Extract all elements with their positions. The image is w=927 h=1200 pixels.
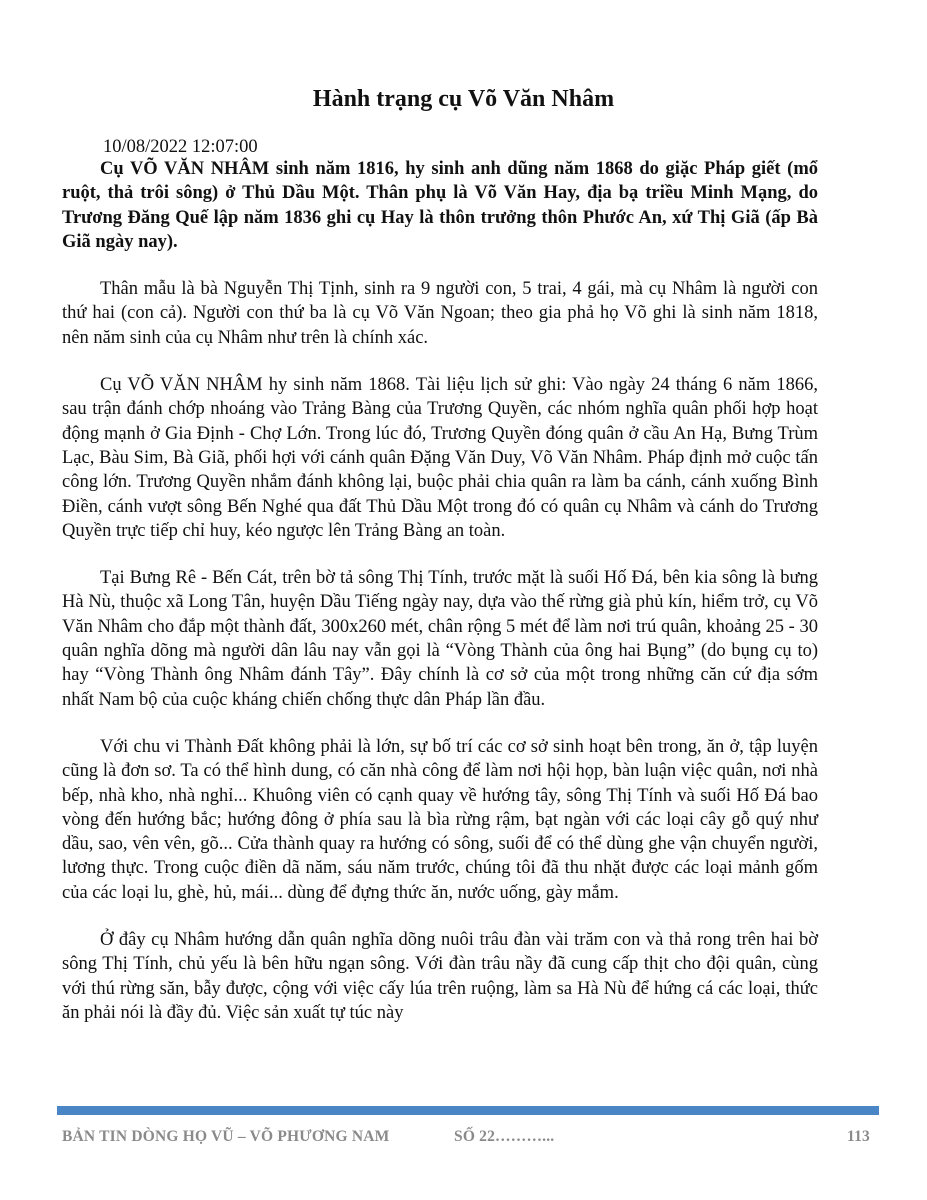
footer-divider — [57, 1106, 879, 1115]
issue-number: SỐ 22………... — [454, 1128, 555, 1145]
publication-name: BẢN TIN DÒNG HỌ VŨ – VÕ PHƯƠNG NAM — [62, 1128, 390, 1145]
paragraph: Với chu vi Thành Đất không phải là lớn, sự bố trí các cơ sở sinh hoạt bên trong, ăn ở, tập luyện cũng là đơn sơ. Ta có thể hình dung, có căn nhà công để làm nơi hội họp, bàn luận việc quân, nơi nhà bếp, nhà kho, nhà nghỉ... Khuông viên có cạnh quay về hướng tây, sông Thị Tính và suối Hố Đá bao vòng đến hướng bắc; hướng đông ở phía sau là bìa rừng rậm, bạt ngàn với các loại cây gỗ quý như dầu, sao, vên vên, gõ... Cửa thành quay ra hướng có sông, suối để có thể dùng ghe vận chuyển người, lương thực. Trong cuộc điền dã năm, sáu năm trước, chúng tôi đã thu nhặt được các loại mảnh gốm của các loại lu, ghè, hủ, mái... dùng để đựng thức ăn, nước uống, gày mắm. — [62, 736, 818, 903]
article-body — [62, 157, 818, 1048]
lead-paragraph: Cụ VÕ VĂN NHÂM sinh năm 1816, hy sinh anh dũng năm 1868 do giặc Pháp giết (mổ ruột, thả trôi sông) ở Thủ Dầu Một. Thân phụ là Võ Văn Hay, địa bạ triều Minh Mạng, do Trương Đăng Quế lập năm 1836 ghi cụ Hay là thôn trưởng thôn Phước An, xứ Thị Giã (ấp Bà Giã ngày nay). — [62, 159, 818, 252]
page-title: Hành trạng cụ Võ Văn Nhâm — [312, 86, 615, 112]
paragraph: Tại Bưng Rê - Bến Cát, trên bờ tả sông Thị Tính, trước mặt là suối Hố Đá, bên kia sông là bưng Hà Nù, thuộc xã Long Tân, huyện Dầu Tiếng ngày nay, dựa vào thế rừng già phủ kín, hiểm trở, cụ Võ Văn Nhâm cho đắp một thành đất, 300x260 mét, chân rộng 5 mét để làm nơi trú quân, khoảng 25 - 30 quân nghĩa dõng mà người dân lâu nay vẫn gọi là “Vòng Thành của ông hai Bụng” (do bụng cụ to) hay “Vòng Thành ông Nhâm đánh Tây”. Đây chính là cơ sở của một trong những căn cứ địa sớm nhất Nam bộ của cuộc kháng chiến chống thực dân Pháp lần đầu. — [62, 568, 818, 710]
paragraph: Cụ VÕ VĂN NHÂM hy sinh năm 1868. Tài liệu lịch sử ghi: Vào ngày 24 tháng 6 năm 1866, sau trận đánh chớp nhoáng vào Trảng Bàng của Trương Quyền, các nhóm nghĩa quân phối hợp hoạt động mạnh ở Gia Định - Chợ Lớn. Trong lúc đó, Trương Quyền đóng quân ở cầu An Hạ, Bưng Trùm Lạc, Bàu Sim, Bà Giã, phối hợi với cánh quân Đặng Văn Duy, Võ Văn Nhâm. Pháp định mở cuộc tấn công lớn. Trương Quyền nhắm đánh không lại, buộc phải chia quân ra làm ba cánh, cánh xuống Bình Điền, cánh vượt sông Bến Nghé qua đất Thủ Dầu Một trong đó có quân cụ Nhâm và cánh do Trương Quyền trực tiếp chỉ huy, kéo ngược lên Trảng Bàng an toàn. — [62, 375, 818, 541]
page-number: 113 — [847, 1128, 870, 1145]
timestamp: 10/08/2022 12:07:00 — [103, 137, 258, 157]
paragraph: Ở đây cụ Nhâm hướng dẫn quân nghĩa dõng nuôi trâu đàn vài trăm con và thả rong trên hai bờ sông Thị Tính, chủ yếu là bên hữu ngạn sông. Với đàn trâu nầy đã cung cấp thịt cho đội quân, cùng với thú rừng săn, bẫy được, cộng với việc cấy lúa trên ruộng, làm sa Hà Nù để hứng cá các loại, thức ăn phải nói là đầy đủ. Việc sản xuất tự túc này — [62, 930, 818, 1023]
paragraph: Thân mẫu là bà Nguyễn Thị Tịnh, sinh ra 9 người con, 5 trai, 4 gái, mà cụ Nhâm là người con thứ hai (con cả). Người con thứ ba là cụ Võ Văn Ngoan; theo gia phả họ Võ ghi là sinh năm 1818, nên năm sinh của cụ Nhâm như trên là chính xác. — [62, 279, 818, 348]
page-footer — [62, 1128, 870, 1150]
